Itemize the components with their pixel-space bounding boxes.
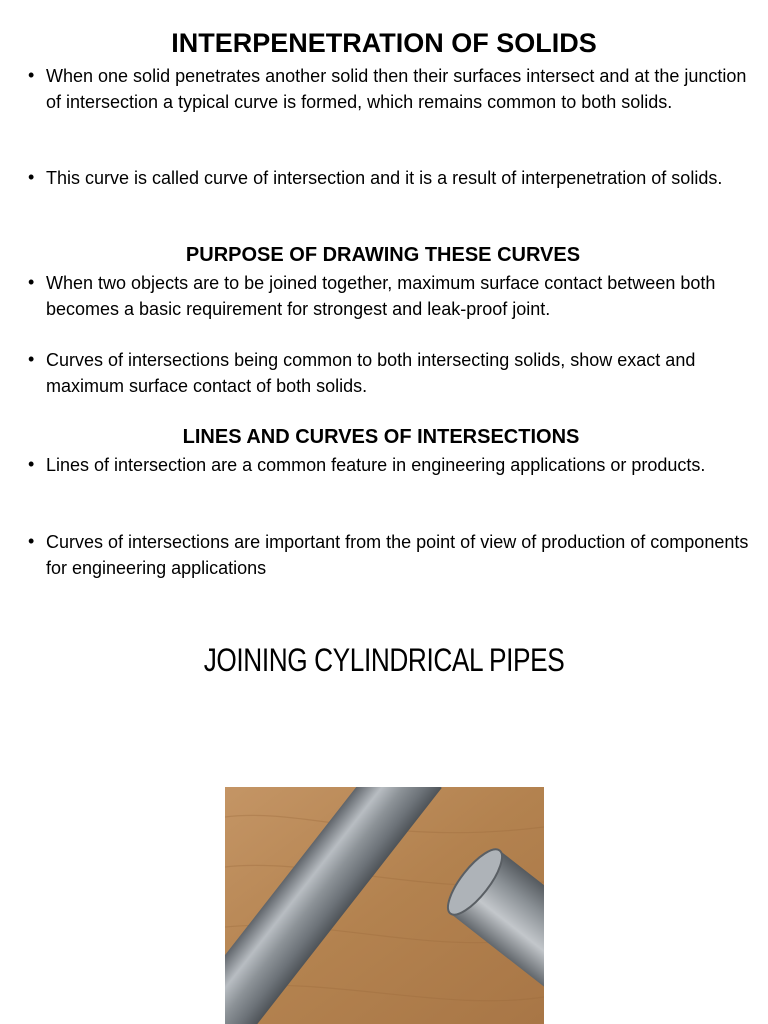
bullet-text: When one solid penetrates another solid then their surfaces intersect and at the junction of intersection a typical curve is formed, which remains common to both solids. (46, 66, 747, 112)
bullet-marker: • (28, 65, 35, 85)
bullet-item (28, 63, 758, 115)
bullet-marker: • (28, 349, 35, 369)
section-heading-lines: LINES AND CURVES OF INTERSECTIONS (182, 426, 580, 448)
bullet-item (28, 452, 758, 478)
pipes-photo (225, 787, 544, 1024)
bullet-text: Curves of intersections are important from the point of view of production of components for engineering applications (46, 532, 749, 578)
bullet-marker: • (28, 167, 35, 187)
bullet-item (28, 529, 758, 578)
bullet-text: Curves of intersections being common to both intersecting solids, show exact and maximum surface contact of both solids. (46, 350, 696, 396)
bullet-text: When two objects are to be joined together, maximum surface contact between both becomes a basic requirement for strongest and leak-proof joint. (46, 273, 716, 319)
bullet-text: Lines of intersection are a common feature in engineering applications or products. (46, 455, 706, 475)
bullet-text: This curve is called curve of intersection and it is a result of interpenetration of solids. (46, 168, 723, 188)
section-heading-purpose: PURPOSE OF DRAWING THESE CURVES (185, 244, 581, 266)
bullet-marker: • (28, 531, 35, 551)
bullet-item (28, 165, 758, 191)
slide-title-joining-pipes: JOINING CYLINDRICAL PIPES (203, 642, 565, 678)
page-title: INTERPENETRATION OF SOLIDS (171, 28, 597, 58)
bullet-item (28, 347, 758, 399)
bullet-marker: • (28, 454, 35, 474)
bullet-marker: • (28, 272, 35, 292)
bullet-item (28, 270, 758, 322)
